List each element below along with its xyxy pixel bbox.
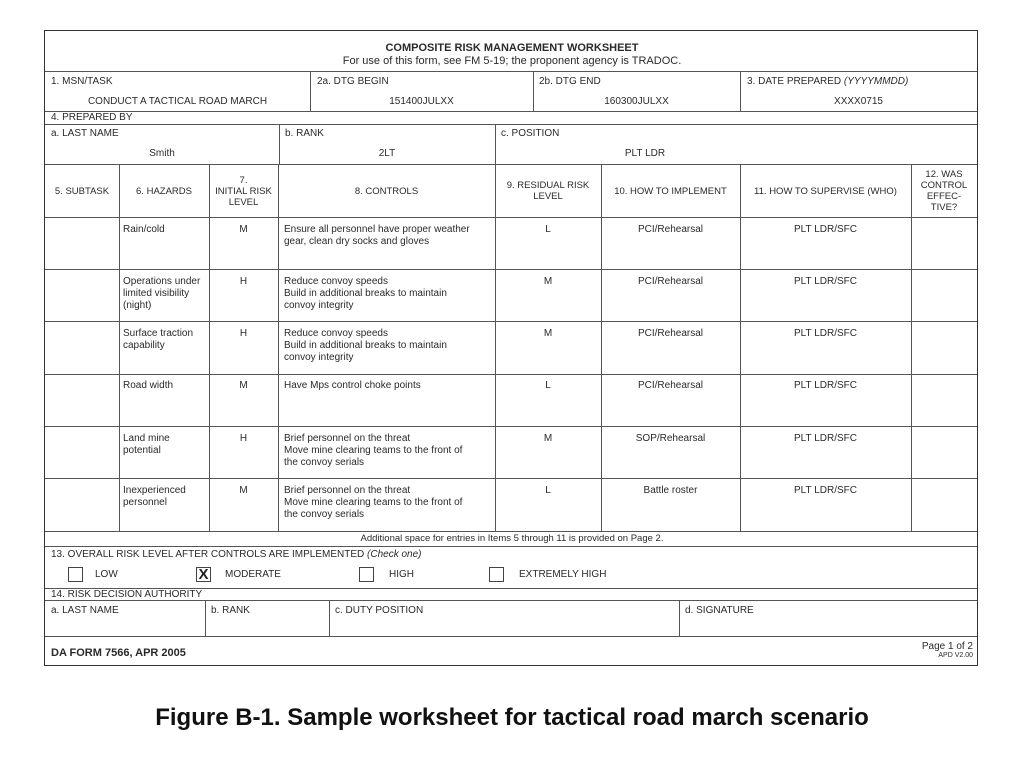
header-was-effective-line: 12. WAS — [925, 169, 963, 180]
how-supervise-cell: PLT LDR/SFC — [794, 433, 857, 444]
dtg-end-label: 2b. DTG END — [539, 76, 601, 87]
risk-extremely-high-checkbox[interactable] — [489, 567, 504, 582]
date-prepared-value: XXXX0715 — [834, 96, 883, 107]
overall-risk-label-wrap — [51, 549, 422, 561]
how-implement-cell: SOP/Rehearsal — [635, 433, 706, 444]
header-subtask: 5. SUBTASK — [54, 185, 110, 197]
controls-line: convoy integrity — [284, 352, 354, 363]
controls-cell — [284, 380, 494, 392]
dtg-end-value: 160300JULXX — [604, 96, 669, 107]
overall-risk-label: 13. OVERALL RISK LEVEL AFTER CONTROLS ARE IMPLEMENTED — [51, 549, 365, 560]
controls-line: Brief personnel on the threat — [284, 433, 411, 444]
how-supervise-cell: PLT LDR/SFC — [794, 328, 857, 339]
header-how-supervise: 11. HOW TO SUPERVISE (WHO) — [754, 185, 897, 197]
risk-worksheet-form — [44, 30, 978, 666]
hazard-cell: Land mine potential — [123, 433, 170, 456]
how-implement-cell: PCI/Rehearsal — [637, 380, 704, 391]
how-implement-cell: PCI/Rehearsal — [637, 276, 704, 287]
controls-line: convoy integrity — [284, 300, 354, 311]
residual-risk-cell: M — [543, 328, 553, 339]
last-name-value: Smith — [149, 148, 175, 159]
controls-line: Reduce convoy speeds — [284, 276, 388, 287]
overall-risk-hint: (Check one) — [367, 549, 422, 560]
rule — [45, 546, 977, 547]
controls-line: Ensure all personnel have proper weather — [284, 224, 470, 235]
controls-line: Reduce convoy speeds — [284, 328, 388, 339]
version-label: APD V2.00 — [938, 652, 973, 659]
date-prepared-label-wrap — [747, 76, 908, 88]
residual-risk-cell: M — [543, 433, 553, 444]
controls-line: the convoy serials — [284, 457, 365, 468]
residual-risk-cell: M — [543, 276, 553, 287]
rule — [601, 164, 602, 531]
prepared-by-label: 4. PREPARED BY — [51, 112, 133, 123]
auth-signature-label: d. SIGNATURE — [685, 605, 754, 616]
risk-extremely-high-label: EXTREMELY HIGH — [519, 569, 607, 580]
rule — [45, 269, 977, 270]
position-label: c. POSITION — [501, 128, 560, 139]
initial-risk-cell: M — [239, 485, 248, 496]
rank-value: 2LT — [378, 148, 396, 159]
risk-low-label: LOW — [95, 569, 118, 580]
controls-line: Build in additional breaks to maintain — [284, 340, 447, 351]
controls-cell — [284, 485, 494, 521]
rule — [45, 111, 977, 112]
header-how-implement: 10. HOW TO IMPLEMENT — [614, 185, 727, 197]
rule — [911, 164, 912, 531]
hazard-cell: Operations under limited visibility (night) — [123, 276, 201, 311]
header-was-effective — [911, 165, 977, 217]
controls-cell — [284, 328, 494, 364]
header-controls: 8. CONTROLS — [354, 185, 419, 197]
page-label: Page 1 of 2 — [921, 641, 973, 652]
how-supervise-cell: PLT LDR/SFC — [794, 380, 857, 391]
auth-duty-label: c. DUTY POSITION — [335, 605, 424, 616]
header-was-effective-line: TIVE? — [930, 202, 958, 213]
risk-moderate-checkbox[interactable]: X — [196, 567, 211, 582]
hazard-cell: Road width — [123, 380, 174, 391]
residual-risk-cell: L — [545, 380, 551, 391]
initial-risk-cell: M — [239, 224, 248, 235]
hazard-cell: Rain/cold — [123, 224, 165, 235]
authority-label: 14. RISK DECISION AUTHORITY — [51, 589, 203, 600]
rule — [278, 164, 279, 531]
risk-high-label: HIGH — [389, 569, 414, 580]
auth-rank-label: b. RANK — [211, 605, 250, 616]
dtg-begin-label: 2a. DTG BEGIN — [317, 76, 389, 87]
controls-cell — [284, 433, 494, 469]
rule — [45, 426, 977, 427]
rule — [45, 374, 977, 375]
risk-moderate-label: MODERATE — [225, 569, 281, 580]
auth-last-name-label: a. LAST NAME — [51, 605, 119, 616]
rule — [740, 164, 741, 531]
header-initial-risk-line: 7. — [239, 174, 248, 186]
dtg-begin-value: 151400JULXX — [389, 96, 454, 107]
controls-cell — [284, 224, 494, 248]
rank-label: b. RANK — [285, 128, 324, 139]
header-initial-risk-line: LEVEL — [228, 196, 259, 208]
residual-risk-cell: L — [545, 485, 551, 496]
risk-low-checkbox[interactable] — [68, 567, 83, 582]
rule — [209, 164, 210, 531]
additional-space-note: Additional space for entries in Items 5 through 11 is provided on Page 2. — [360, 533, 664, 544]
form-title: COMPOSITE RISK MANAGEMENT WORKSHEET — [385, 42, 639, 54]
rule — [329, 600, 330, 636]
rule — [45, 478, 977, 479]
initial-risk-cell: H — [239, 433, 248, 444]
hazard-cell: Surface traction capability — [123, 328, 194, 351]
how-supervise-cell: PLT LDR/SFC — [794, 276, 857, 287]
rule — [205, 600, 206, 636]
rule — [119, 164, 120, 531]
rule — [495, 164, 496, 531]
last-name-label: a. LAST NAME — [51, 128, 119, 139]
rule — [45, 531, 977, 532]
initial-risk-cell: H — [239, 328, 248, 339]
header-was-effective-line: CONTROL — [920, 180, 968, 191]
rule — [679, 600, 680, 636]
figure-caption: Figure B-1. Sample worksheet for tactical road march scenario — [155, 704, 869, 731]
how-supervise-cell: PLT LDR/SFC — [794, 224, 857, 235]
initial-risk-cell: M — [239, 380, 248, 391]
initial-risk-cell: H — [239, 276, 248, 287]
date-prepared-label: 3. DATE PREPARED — [747, 76, 842, 87]
date-prepared-format: (YYYYMMDD) — [843, 76, 909, 87]
controls-line: Move mine clearing teams to the front of — [284, 497, 463, 508]
how-implement-cell: PCI/Rehearsal — [637, 328, 704, 339]
rule — [45, 321, 977, 322]
controls-cell — [284, 276, 494, 312]
controls-line: Brief personnel on the threat — [284, 485, 411, 496]
form-id: DA FORM 7566, APR 2005 — [51, 647, 186, 659]
rule — [45, 636, 977, 637]
controls-line: Move mine clearing teams to the front of — [284, 445, 463, 456]
residual-risk-cell: L — [545, 224, 551, 235]
controls-line: the convoy serials — [284, 509, 365, 520]
header-residual-risk-line: LEVEL — [533, 191, 563, 202]
rule — [45, 124, 977, 125]
msn-task-value: CONDUCT A TACTICAL ROAD MARCH — [87, 96, 268, 107]
header-hazards: 6. HAZARDS — [136, 185, 192, 197]
controls-line: Have Mps control choke points — [284, 380, 421, 391]
how-implement-cell: Battle roster — [643, 485, 698, 496]
position-value: PLT LDR — [624, 148, 666, 159]
header-was-effective-line: EFFEC- — [926, 191, 962, 202]
header-initial-risk — [209, 165, 278, 217]
header-initial-risk-line: INITIAL RISK — [215, 185, 272, 197]
header-residual-risk — [495, 165, 601, 217]
controls-line: gear, clean dry socks and gloves — [284, 236, 430, 247]
controls-line: Build in additional breaks to maintain — [284, 288, 447, 299]
how-supervise-cell: PLT LDR/SFC — [794, 485, 857, 496]
rule — [45, 217, 977, 218]
hazard-cell: Inexperienced personnel — [123, 485, 186, 508]
msn-task-label: 1. MSN/TASK — [51, 76, 113, 87]
risk-high-checkbox[interactable] — [359, 567, 374, 582]
header-residual-risk-line: 9. RESIDUAL RISK — [506, 180, 590, 191]
how-implement-cell: PCI/Rehearsal — [637, 224, 704, 235]
rule — [45, 71, 977, 72]
form-subtitle: For use of this form, see FM 5-19; the proponent agency is TRADOC. — [342, 55, 682, 67]
